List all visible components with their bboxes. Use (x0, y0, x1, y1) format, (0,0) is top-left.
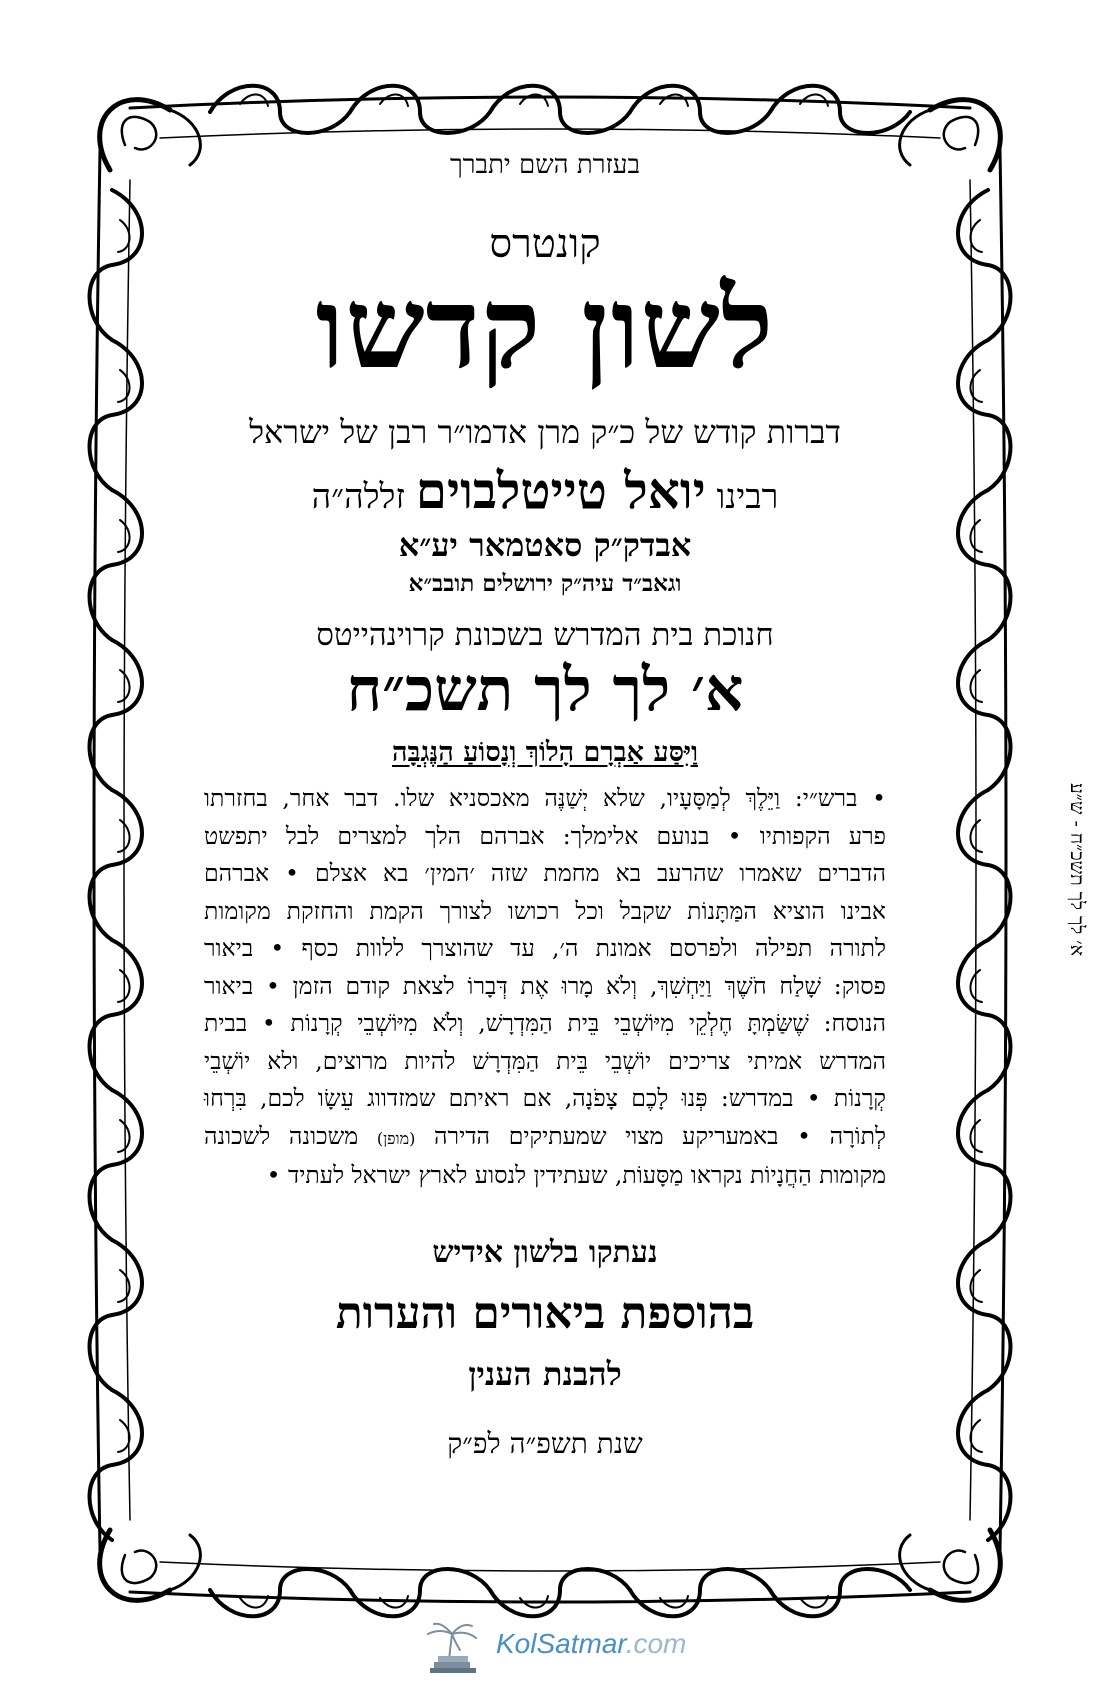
summary-paragraph (200, 780, 890, 1195)
border-flourish (118, 520, 130, 552)
body-line: הנוסח: שֶׁשַּׂמְתָּ חֶלְקֵי מִיּוֹשְׁבֵי בֵּית הַמִּדְרָשׁ, וְלֹא מִיּוֹשְׁבֵי קְרָנוֹת • בבית (204, 1009, 886, 1037)
border-flourish (350, 1569, 490, 1616)
author-name-line (200, 461, 890, 520)
border-flourish (380, 94, 408, 106)
border-flourish (210, 86, 350, 133)
body-line: • ברש״י: וַיֵּלֶךְ לְמַסָּעָיו, שלא יְשַׁנֶּה מאכסניא שלו. דבר אחר, בחזרתו (204, 784, 886, 812)
border-flourish (970, 1270, 982, 1302)
border-flourish (958, 940, 1011, 1090)
border-flourish (970, 220, 982, 252)
border-flourish (970, 1120, 982, 1152)
border-flourish (122, 117, 156, 150)
body-line: המדרש אמיתי צריכים יוֹשְׁבֵי בֵּית הַמִּדְרָשׁ להיות מרוצים, ולא יוֹשְׁבֵי (204, 1046, 886, 1075)
border-flourish (770, 1569, 910, 1616)
border-flourish (118, 1270, 130, 1302)
border-flourish (490, 86, 630, 133)
site-brand: KolSatmar (496, 1628, 626, 1659)
border-flourish (958, 1090, 1011, 1240)
border-flourish (770, 86, 910, 133)
border-flourish (100, 100, 170, 170)
border-flourish (944, 117, 978, 150)
body-line: קְרָנוֹת • במדרש: פְּנוּ לָכֶם צָפֹנָה, אם ראיתם שמזדווג עֵשָׂו לכם, בִּרְחוּ (204, 1084, 886, 1112)
border-flourish (90, 640, 143, 790)
border-flourish (122, 1551, 156, 1584)
main-title: לשון קדשו (315, 263, 775, 394)
border-flourish (118, 1120, 130, 1152)
verse-heading: וַיִּסַּע אַבְרָם הָלוֹךְ וְנָסוֹעַ הַנֶּגְבָּה (391, 737, 699, 768)
body-line-part: משכונה לשכונה (204, 1121, 359, 1150)
body-line (204, 1118, 886, 1158)
border-flourish (490, 1569, 630, 1616)
body-line: מקומות הַחֲנָיוֹת נקראו מַסָּעוֹת, שעתידין לנסוע לארץ ישראל לעתיד • (266, 1161, 886, 1189)
side-page-label: א׳ לך לך תשכ״ח - ש״ע (1066, 783, 1088, 957)
border-flourish (210, 1569, 350, 1616)
body-line-part: לְתוֹרָה • באמעריקע מצוי שמעתיקים הדירה (434, 1121, 886, 1150)
border-flourish (630, 1569, 770, 1616)
additions-note: בהוספת ביאורים והערות (335, 1287, 755, 1339)
kuntres-label: קונטרס (489, 221, 601, 267)
border-flourish (970, 370, 982, 402)
body-line: פרע הקפותיו • בנועם אלימלך: אברהם הלך למצרים לבל יתפשט (204, 821, 886, 850)
border-flourish (350, 86, 490, 133)
author-prefix: רבינו (716, 477, 779, 517)
border-flourish (90, 940, 143, 1090)
body-line: פסוק: שָׁלַח חֹשֶׁךְ וַיַּחְשִׁךְ, וְלֹא מָרוּ אֶת דְּבָרוֹ לצאת קודם הזמן • ביאור (204, 971, 886, 1000)
border-flourish (90, 790, 143, 940)
border-flourish (118, 370, 130, 402)
opening-invocation: בעזרת השם יתברך (450, 150, 640, 180)
body-line: הדברים שאמרו שהרעב בא מחמת שזה ׳המין׳ בא אצלם • אברהם (204, 859, 886, 887)
title-page (200, 150, 890, 1461)
body-line: אבינו הוציא המַּתָּנוֹת שקבל וכל רכושו לצורך הקמת והחזקת מקומות (204, 896, 886, 925)
body-line-note: (מופן) (376, 1128, 416, 1148)
border-flourish (958, 490, 1011, 640)
border-flourish (660, 94, 688, 106)
understanding-note: להבנת הענין (468, 1354, 622, 1393)
border-flourish (944, 1551, 978, 1584)
author-title: אבדק״ק סאטמאר יע״א (398, 526, 692, 564)
border-flourish (90, 490, 143, 640)
site-logo-text (496, 1628, 686, 1660)
border-flourish (630, 86, 770, 133)
border-flourish (958, 640, 1011, 790)
translation-note: נעתקו בלשון אידיש (432, 1234, 658, 1270)
author-intro: דברות קודש של כ״ק מרן אדמו״ר רבן של ישראל (249, 413, 841, 451)
site-domain: .com (625, 1628, 687, 1659)
author-title-2: וגאב״ד עיה״ק ירושלים תובב״א (408, 570, 682, 597)
border-flourish (118, 220, 130, 252)
author-name: יואל טייטלבוים (415, 461, 706, 520)
border-flourish (90, 1090, 143, 1240)
border-flourish (930, 100, 1000, 170)
publication-year: שנת תשפ״ה לפ״ק (447, 1426, 643, 1460)
occasion-date: א׳ לך לך תשכ״ח (346, 655, 744, 725)
author-suffix: זללה״ה (311, 477, 405, 517)
border-flourish (958, 790, 1011, 940)
border-flourish (970, 520, 982, 552)
body-line: לתורה תפילה ולפרסם אמונת ה׳, עד שהוצרך ללוות כסף • ביאור (204, 934, 886, 962)
occasion-line: חנוכת בית המדרש בשכונת קרוינהייטס (316, 617, 774, 653)
